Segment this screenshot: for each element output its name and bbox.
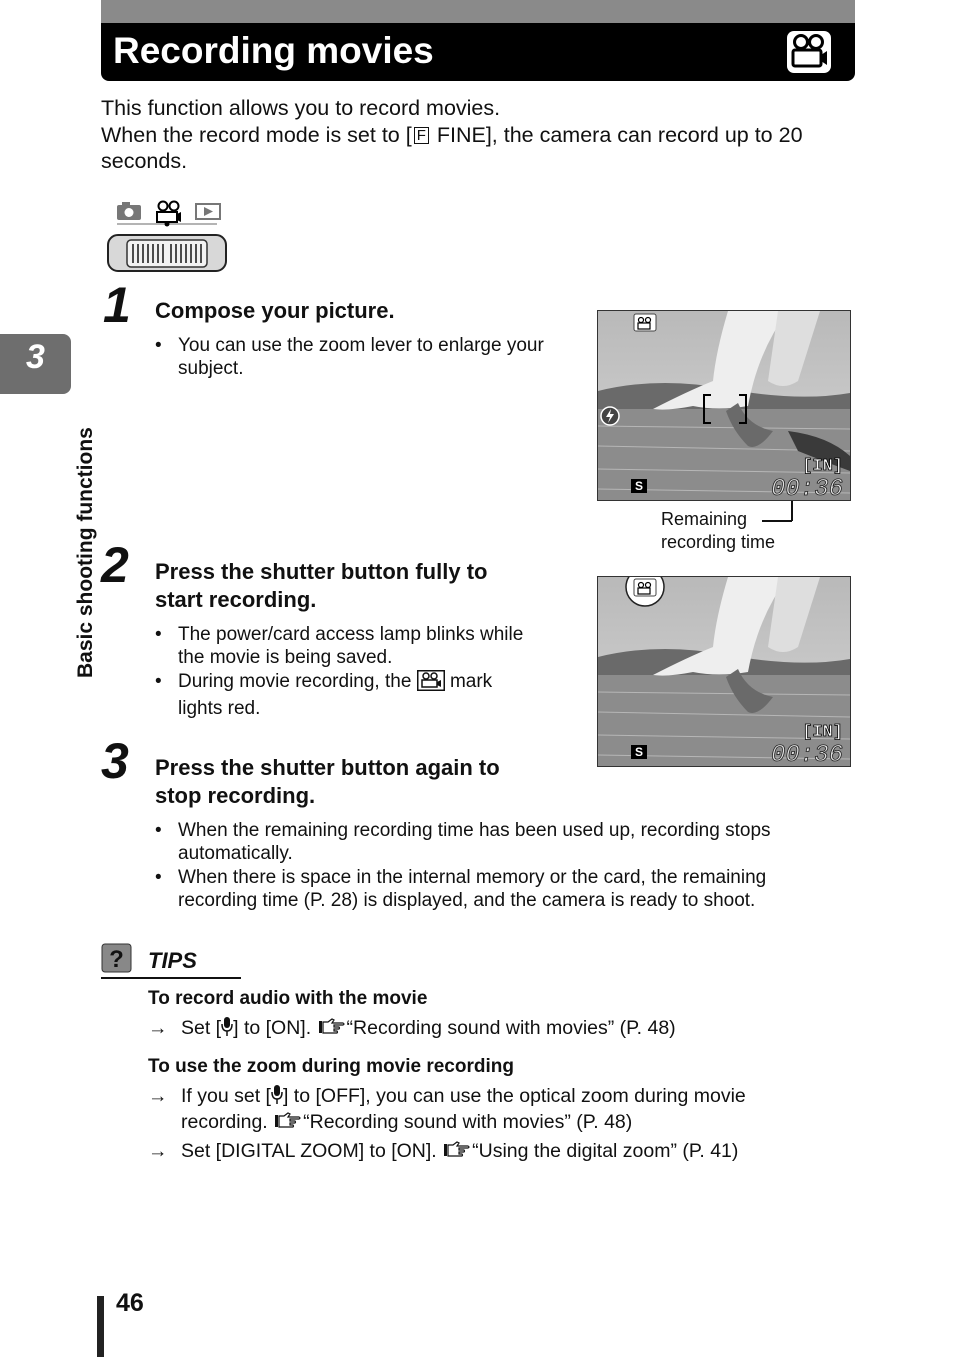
page-title: Recording movies [113,30,434,71]
chapter-number: 3 [26,338,45,376]
flash-off-icon [601,407,619,425]
step-2-number: 2 [101,537,129,593]
intro-line-2 [101,122,861,175]
list-item: • When there is space in the internal memory or the card, the remaining recording time (P. 28) is displayed, and the camera is ready to shoot. [155,866,835,913]
tip-line [148,1138,738,1166]
page-reference: “Recording sound with movies” (P. 48) [303,1111,633,1133]
tip-heading: To use the zoom during movie recording [148,1056,514,1077]
step-3-title-line-2: stop recording. [155,783,316,808]
movie-camera-icon [787,31,831,73]
reference-hand-icon [442,1140,470,1166]
tip-text: Set [DIGITAL ZOOM] to [ON]. [181,1140,443,1162]
quality-indicator: S [634,479,644,493]
tip-heading: To record audio with the movie [148,988,428,1009]
tips-underline [101,977,241,979]
lcd-preview-2 [597,576,851,767]
playback-mode-icon [196,204,220,219]
step-2-bullets [155,623,535,720]
fine-badge: F [414,127,429,144]
step-3-number: 3 [101,733,129,789]
callout-leader-v [791,501,793,521]
svg-text:?: ? [109,946,124,973]
remaining-time: 00:36 [770,742,843,766]
callout-line-2: recording time [661,531,776,552]
callout-leader-h [762,520,792,522]
reference-hand-icon [317,1017,345,1043]
movie-mode-icon [157,202,181,223]
step-1-title: Compose your picture. [155,298,395,323]
tip-line-continued [181,1109,632,1137]
remaining-time: 00:36 [770,476,843,500]
intro-line-1: This function allows you to record movies. [101,96,501,120]
step-3-title [155,754,500,810]
lcd-preview-1 [597,310,851,501]
list-item: • When the remaining recording time has been used up, recording stops automatically. [155,819,835,866]
tip-text: If you set [ [181,1085,271,1107]
page-reference: “Recording sound with movies” (P. 48) [346,1017,676,1039]
microphone-icon [221,1016,233,1044]
intro-line-2a: When the record mode is set to [ [101,122,412,147]
page-reference: “Using the digital zoom” (P. 41) [472,1140,739,1162]
arrow-icon: → [148,1140,168,1162]
list-item: • You can use the zoom lever to enlarge your subject. [155,334,545,381]
list-item: • The power/card access lamp blinks while the movie is being saved. [155,623,535,670]
tip-line [148,1015,676,1044]
mode-dial-illustration [105,197,229,280]
step-1-bullets [155,334,545,381]
microphone-icon [271,1084,283,1112]
bullet-text-a: During movie recording, the [178,670,412,692]
callout-line-1: Remaining [661,509,748,529]
movie-mode-icon [634,314,656,331]
page-number: 46 [116,1289,144,1317]
camera-mode-icon [117,202,141,220]
step-2-title [155,558,487,614]
chapter-label: Basic shooting functions [74,427,97,678]
step-2-title-line-2: start recording. [155,587,317,612]
step-2-title-line-1: Press the shutter button fully to [155,559,488,584]
tip-text: ] to [ON]. [233,1017,317,1039]
arrow-icon: → [148,1085,168,1107]
step-3-bullets [155,819,835,912]
memory-indicator: [IN] [802,457,843,476]
intro-line-2b: FINE], the camera can record up to 20 seconds. [101,122,803,173]
tips-question-icon [101,943,133,978]
tip-text: recording. [181,1111,274,1133]
tip-text: ] to [OFF], you can use the optical zoom during movie [282,1085,746,1107]
tips-title: TIPS [148,948,197,973]
step-3-title-line-1: Press the shutter button again to [155,755,500,780]
movie-mark-icon [417,670,445,697]
tip-line [148,1083,746,1112]
arrow-icon: → [148,1017,168,1039]
header-strip [101,0,855,23]
intro-text [101,95,861,175]
bullet-text-b: mark lights red. [178,670,493,719]
quality-indicator: S [634,745,644,759]
list-item [155,670,535,721]
step-1-number: 1 [103,277,131,333]
memory-indicator: [IN] [802,723,843,742]
page-number-bar [97,1296,104,1357]
tip-text: Set [ [181,1017,222,1039]
reference-hand-icon [273,1111,301,1137]
remaining-time-callout [661,508,775,553]
